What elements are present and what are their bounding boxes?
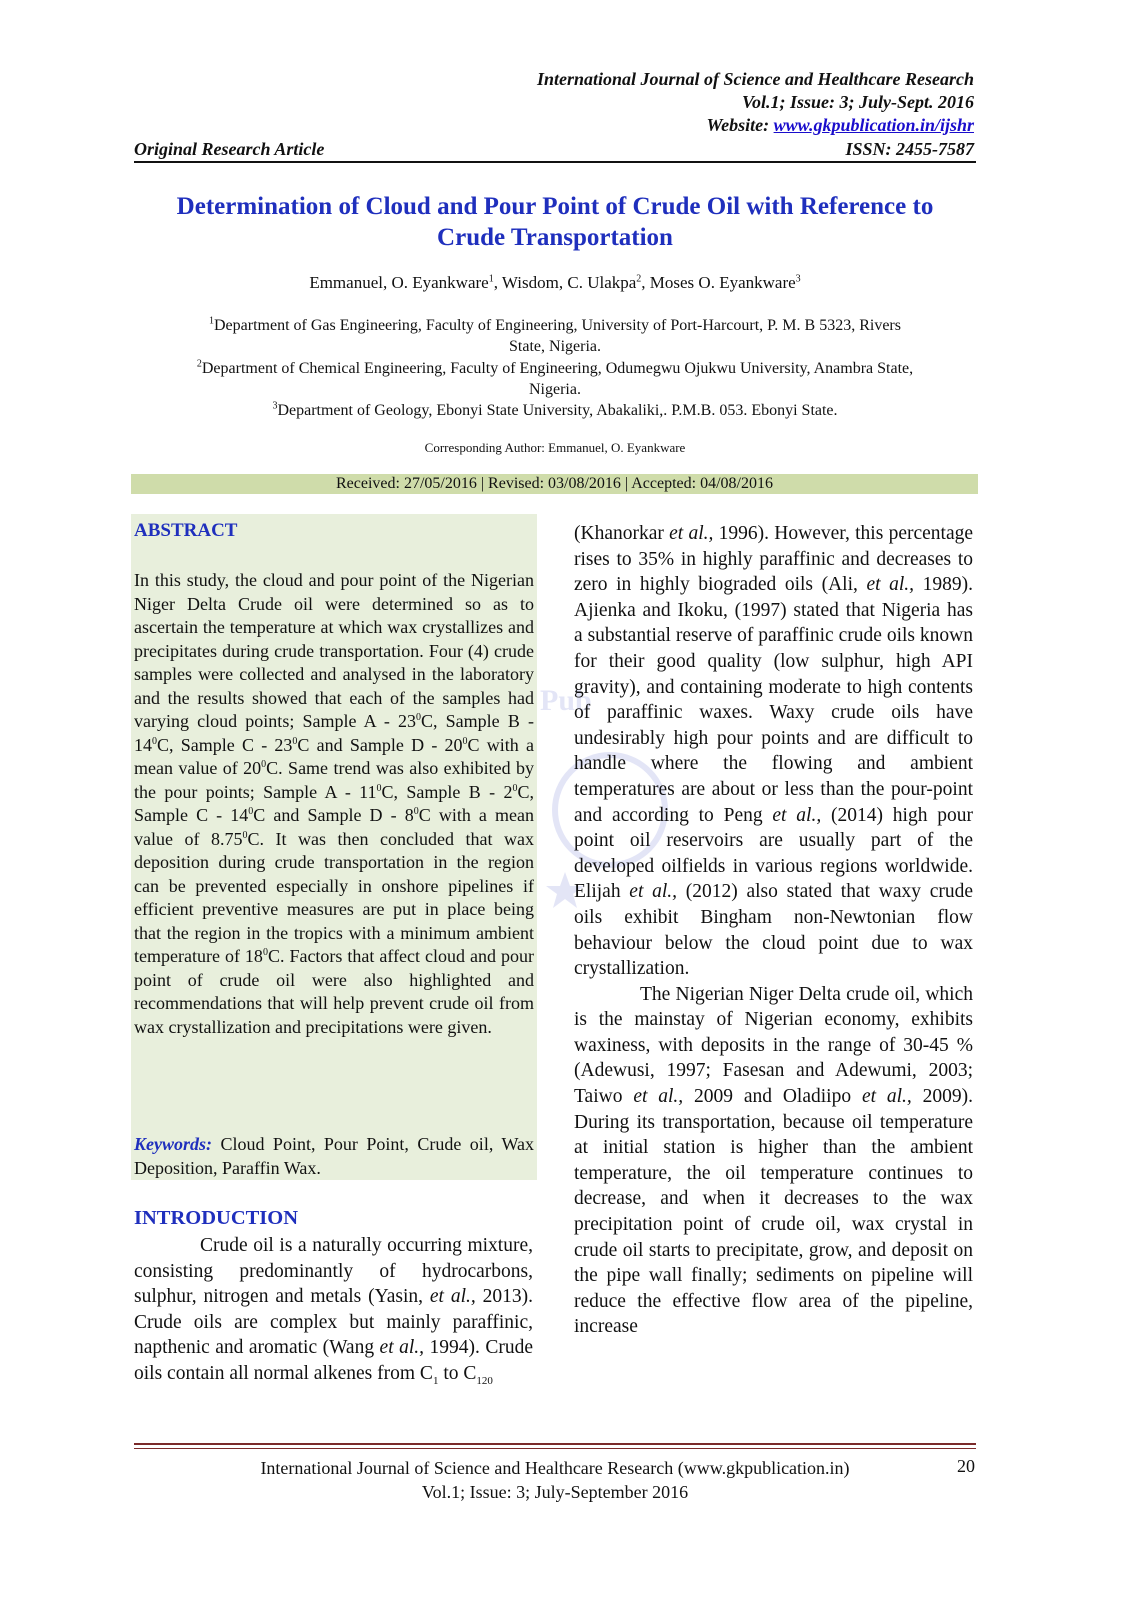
intro-heading: INTRODUCTION — [134, 1207, 299, 1229]
page-number: 20 — [957, 1456, 975, 1476]
abstract-body: In this study, the cloud and pour point of the Nigerian Niger Delta Crude oil were determined so as to ascertain the temperature at which wax crystallizes and precipitates during crude transportation. Four (4) crude samples were collected and analysed in the laboratory and the results showed that each of the samples had varying cloud points; Sample A - $23^0C$, Sample B - $14^0C$, Sample C - $23^0C$ and Sample D - $20^0C$ with a mean value of $20^0C$. Same trend was also exhibited by the pour points; Sample A - $11^0C$, Sample B - $2^0C$, Sample C - $14^0C$ and Sample D - $8^0C$ with a mean value of 8.75$^0$C. It was then concluded that wax deposition during crude transportation in the region can be prevented especially in onshore pipelines if efficient preventive measures are put in place being that the region in the tropics with a minimum ambient temperature of $18^0C$. Factors that affect cloud and pour point of crude oil were also highlighted and recommendations that will help prevent crude oil from wax crystallization and precipitations were given. — [134, 570, 535, 1037]
author-list — [134, 272, 976, 294]
author-1-sup: 1 — [488, 273, 494, 285]
affiliation-3 — [134, 400, 976, 421]
dates-bar: Received: 27/05/2016 | Revised: 03/08/2016 | Accepted: 04/08/2016 — [131, 474, 978, 494]
corresponding-author: Corresponding Author: Emmanuel, O. Eyankware — [424, 440, 686, 455]
right-column-body: (Khanorkar et al., 1996). However, this percentage rises to 35% in highly paraffinic and decreases to zero in highly biograded oils (Ali, et al., 1989). Ajienka and Ikoku, (1997) stated that Nigeria has a substantial reserve of paraffinic crude oils known for their good quality (low sulphur, high API gravity), and containing moderate to high contents of paraffinic waxes. Waxy crude oils have undesirably high pour points and are difficult to handle where the flowing and ambient temperatures are about or less than the pour-point and according to Peng et al., (2014) high pour point oil reservoirs are usually part of the developed oilfields in various regions worldwide. Elijah et al., (2012) also stated that waxy crude oils exhibit Bingham non-Newtonian flow behaviour below the cloud point due to wax crystallization. The Nigerian Niger Delta crude oil, which is the mainstay of Nigerian economy, exhibits waxiness, with deposits in the range of 30-45 % (Adewusi, 1997; Fasesan and Adewumi, 2003; Taiwo et al., 2009 and Oladiipo et al., 2009). During its transportation, because oil temperature at initial station is higher than the ambient temperature, the oil temperature continues to decrease, and when it decreases to the wax precipitation point of crude oil, wax crystal in crude oil starts to precipitate, grow, and deposit on the pipe wall finally; sediments on pipeline will reduce the effective flow area of the pipeline, increase — [574, 523, 974, 1338]
footer — [134, 1456, 976, 1504]
journal-name: International Journal of Science and Healthcare Research — [536, 69, 974, 89]
affiliation-1-line-1: Department of Gas Engineering, Faculty of Engineering, University of Port-Harcourt, P. M. B 5323, Rivers — [214, 317, 901, 334]
abstract-heading: ABSTRACT — [134, 520, 238, 541]
volume-info: Vol.1; Issue: 3; July-Sept. 2016 — [741, 92, 974, 112]
affiliation-1-sup: 1 — [209, 315, 214, 327]
website-line — [706, 114, 974, 137]
affiliation-2-line-2: Nigeria. — [529, 381, 581, 398]
watermark-text: Pub — [540, 684, 592, 717]
website-label: Website: — [706, 115, 774, 135]
title-line-1: Determination of Cloud and Pour Point of Crude Oil with Reference to — [176, 193, 934, 220]
paper-title — [134, 191, 976, 253]
author-1-sep: , — [493, 273, 502, 292]
affiliation-3-line-1: Department of Geology, Ebonyi State University, Abakaliki,. P.M.B. 053. Ebonyi State. — [277, 402, 838, 419]
issn: ISSN: 2455-7587 — [845, 139, 974, 159]
author-3: Moses O. Eyankware — [649, 273, 796, 292]
author-3-sup: 3 — [795, 273, 801, 285]
affiliation-2-line-1: Department of Chemical Engineering, Faculty of Engineering, Odumegwu Ojukwu University, Anambra State, — [201, 360, 914, 377]
header-rule — [134, 161, 976, 163]
author-2-sup: 2 — [636, 273, 642, 285]
footer-rule-thick — [134, 1443, 976, 1445]
article-type: Original Research Article — [134, 139, 325, 159]
footer-line-1: International Journal of Science and Healthcare Research (www.gkpublication.in) — [260, 1458, 850, 1478]
affiliation-2 — [134, 358, 976, 400]
author-1: Emmanuel, O. Eyankware — [309, 273, 489, 292]
title-line-2: Crude Transportation — [437, 224, 673, 251]
author-2-sep: , — [641, 273, 650, 292]
website-link[interactable]: www.gkpublication.in/ijshr — [773, 115, 974, 135]
affiliation-2-sup: 2 — [196, 358, 202, 370]
affiliation-1 — [134, 315, 976, 357]
footer-rule-thin — [134, 1448, 976, 1449]
keywords — [134, 1133, 534, 1180]
author-2: Wisdom, C. Ulakpa — [501, 273, 637, 292]
affiliation-1-line-2: State, Nigeria. — [509, 338, 601, 355]
keywords-label: Keywords: — [134, 1134, 212, 1154]
affiliation-3-sup: 3 — [272, 400, 278, 412]
footer-line-2: Vol.1; Issue: 3; July-September 2016 — [421, 1482, 689, 1502]
intro-body: Crude oil is a naturally occurring mixture, consisting predominantly of hydrocarbons, sulphur, nitrogen and metals (Yasin, et al., 2013). Crude oils are complex but mainly paraffinic, napthenic and aromatic (Wang et al., 1994). Crude oils contain all normal alkenes from $C_1$ to $C_{120}$ — [134, 1235, 533, 1387]
keywords-list: Cloud Point, Pour Point, Crude oil, Wax Deposition, Paraffin Wax. — [134, 1134, 534, 1178]
